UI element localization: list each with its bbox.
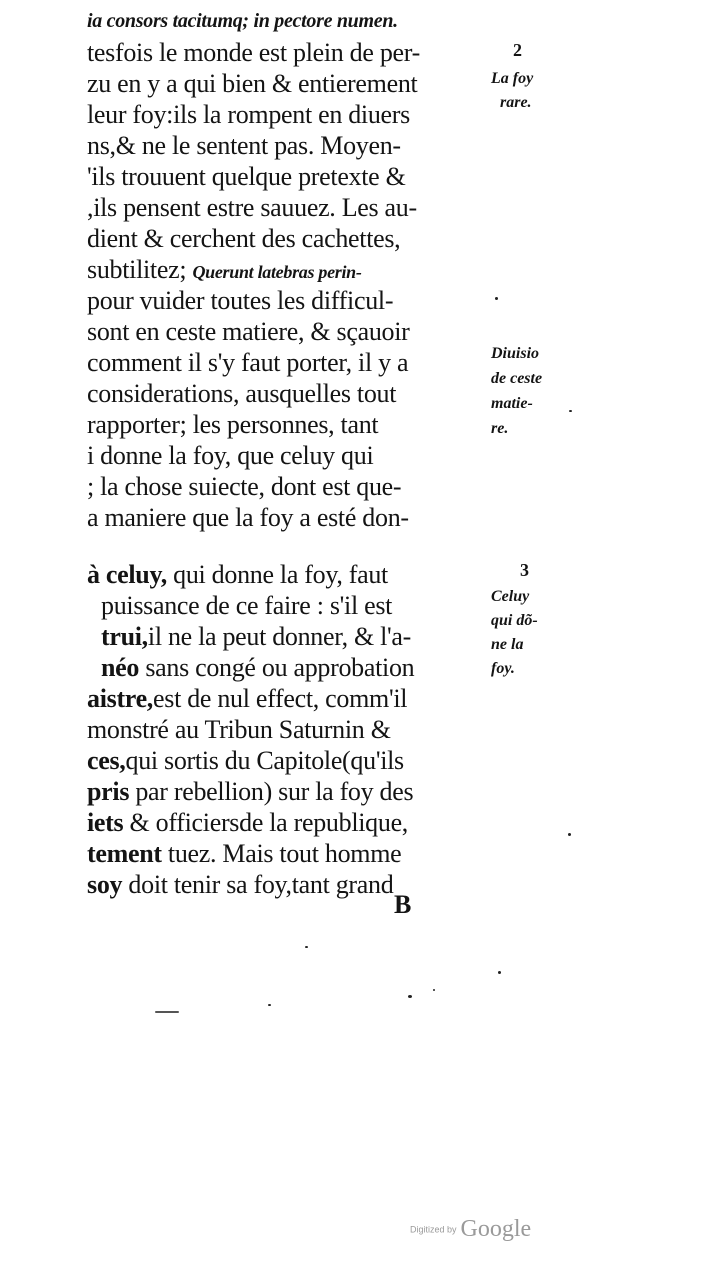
text-line — [87, 839, 497, 869]
margin-note: Celuy — [491, 588, 530, 605]
text-run: qui sortis du Capitole(qu'ils — [125, 746, 404, 775]
text-line — [87, 870, 497, 900]
text-line: puissance de ce faire : s'il est — [101, 591, 393, 620]
text-run-bold: pris — [87, 777, 130, 806]
text-line: considerations, ausquelles tout — [87, 379, 397, 408]
text-run-bold: ces, — [87, 746, 126, 775]
margin-note: rare. — [500, 94, 532, 111]
text-line: rapporter; les personnes, tant — [87, 410, 379, 439]
text-line: zu en y a qui bien & entierement — [87, 69, 418, 98]
scan-speck — [433, 989, 435, 991]
text-line: 'ils trouuent quelque pretexte & — [87, 162, 406, 191]
text-line: i donne la foy, que celuy qui — [87, 441, 374, 470]
text-line: a maniere que la foy a esté don- — [87, 503, 409, 532]
scan-speck — [268, 1004, 271, 1006]
text-run: tuez. Mais tout homme — [167, 839, 402, 868]
signature-mark: B — [394, 890, 412, 919]
text-run-bold: soy — [87, 870, 123, 899]
text-run-bold: iets — [87, 808, 124, 837]
text-line: tesfois le monde est plein de per- — [87, 38, 420, 67]
scan-speck — [155, 1011, 179, 1013]
watermark-prefix: Digitized by — [410, 1224, 457, 1235]
text-line: ia consors tacitumq; in pectore numen. — [87, 10, 398, 32]
text-run: il ne la peut donner, & l'a- — [147, 622, 411, 651]
text-run: par rebellion) sur la foy des — [135, 777, 414, 806]
margin-note: qui dõ- — [491, 612, 538, 629]
text-run-bold: tement — [87, 839, 162, 868]
scan-speck — [495, 297, 498, 300]
margin-note: Diuisio — [491, 345, 540, 362]
margin-note: ne la — [491, 636, 524, 653]
text-line — [87, 746, 497, 776]
margin-note: foy. — [491, 660, 515, 677]
text-run: subtilitez; — [87, 255, 187, 284]
text-line — [101, 653, 511, 683]
scan-speck — [408, 995, 412, 998]
text-run: est de nul effect, comm'il — [153, 684, 408, 713]
text-line: dient & cerchent des cachettes, — [87, 224, 401, 253]
text-line — [87, 777, 497, 807]
text-line: ,ils pensent estre sauuez. Les au- — [87, 193, 417, 222]
text-run-bold: néo — [101, 653, 140, 682]
text-run: sans congé ou approbation — [145, 653, 415, 682]
google-logo: Google — [460, 1216, 532, 1242]
digitized-watermark — [410, 1216, 531, 1243]
scan-speck — [568, 833, 571, 836]
margin-note: matie- — [491, 395, 533, 412]
text-line: ; la chose suiecte, dont est que- — [87, 472, 402, 501]
text-run-bold: à celuy, — [87, 560, 167, 589]
text-line: leur foy:ils la rompent en diuers — [87, 100, 410, 129]
latin-quote: Querunt latebras perin- — [192, 262, 362, 282]
text-line: sont en ceste matiere, & sçauoir — [87, 317, 410, 346]
margin-note: re. — [491, 420, 509, 437]
text-run: doit tenir sa foy,tant grand — [128, 870, 394, 899]
scan-speck — [569, 410, 572, 412]
text-line — [87, 560, 497, 590]
text-line: pour vuider toutes les difficul- — [87, 286, 394, 315]
margin-number: 2 — [513, 40, 522, 60]
text-line: ns,& ne le sentent pas. Moyen- — [87, 131, 401, 160]
text-line — [101, 622, 511, 652]
scan-speck — [305, 946, 308, 948]
text-run: & officiersde la republique, — [129, 808, 409, 837]
scan-speck — [498, 971, 501, 974]
margin-note: de ceste — [491, 370, 543, 387]
text-line: comment il s'y faut porter, il y a — [87, 348, 409, 377]
margin-note: La foy — [491, 70, 534, 87]
text-line — [87, 808, 497, 838]
text-run-bold: aistre, — [87, 684, 154, 713]
margin-number: 3 — [520, 560, 529, 580]
text-run: qui donne la foy, faut — [173, 560, 388, 589]
text-run-bold: trui, — [101, 622, 148, 651]
text-line — [87, 255, 497, 287]
text-line: monstré au Tribun Saturnin & — [87, 715, 391, 744]
text-line — [87, 684, 497, 714]
